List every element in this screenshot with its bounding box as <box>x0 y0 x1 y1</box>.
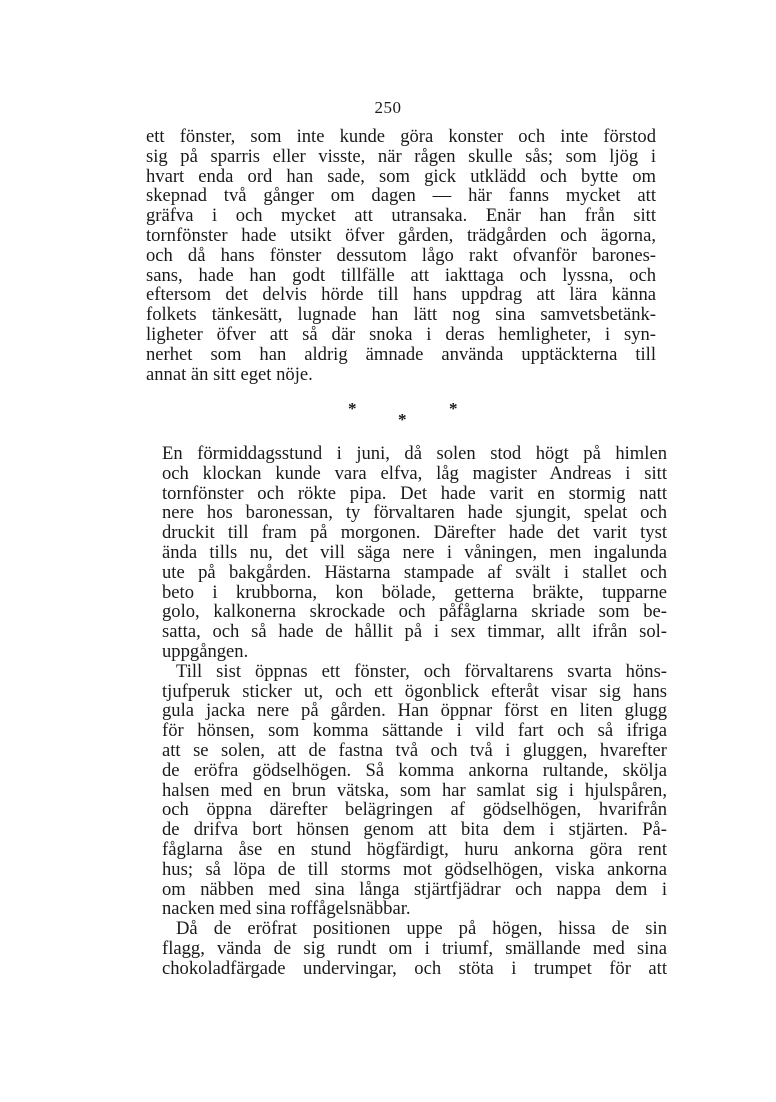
text-line: halsen med en brun vätska, som har samlat sig i hjulspåren, <box>162 779 667 801</box>
text-line: de drifva bort hönsen genom att bita dem i stjärten. På- <box>162 819 667 841</box>
text-line: ända tills nu, det vill säga nere i våningen, men ingalunda <box>162 541 667 563</box>
text-line: ute på bakgården. Hästarna stampade af svält i stallet och <box>162 561 667 583</box>
text-line: nere hos baronessan, ty förvaltaren hade sjungit, spelat och <box>162 502 667 524</box>
text-line: gula jacka nere på gården. Han öppnar först en liten glugg <box>162 700 667 722</box>
text-line: beto i krubborna, kon bölade, getterna bräkte, tupparne <box>162 581 667 603</box>
text-line: nacken med sina roffågelsnäbbar. <box>162 898 411 920</box>
text-line: eftersom det delvis hörde till hans uppdrag att lära känna <box>146 284 656 306</box>
text-line: folkets tänkesätt, lugnade han lätt nog sina samvetsbetänk- <box>146 304 656 326</box>
asterisk-ornament: * <box>348 399 357 418</box>
section-break-ornament <box>0 398 776 428</box>
page-number: 250 <box>374 98 402 117</box>
text-line: och då hans fönster dessutom lågo rakt ofvanför barones- <box>146 244 656 266</box>
asterisk-ornament: * <box>398 410 407 429</box>
paragraph-continued <box>146 127 656 384</box>
asterisk-ornament: * <box>449 399 458 418</box>
text-line: satta, och så hade de hållit på i sex timmar, allt ifrån sol- <box>162 621 667 643</box>
text-line: hus; så löpa de till storms mot gödselhögen, viska ankorna <box>162 858 667 880</box>
text-line: uppgången. <box>162 640 249 662</box>
section-body <box>162 444 667 979</box>
text-line: och öppna därefter belägringen af gödselhögen, hvarifrån <box>162 799 667 821</box>
text-line: att se solen, att de fastna två och två i gluggen, hvarefter <box>162 739 667 761</box>
text-line: sans, hade han godt tillfälle att iakttaga och lyssna, och <box>146 264 656 286</box>
text-line: fåglarna åse en stund högfärdigt, huru ankorna göra rent <box>162 838 667 860</box>
text-line: de eröfra gödselhögen. Så komma ankorna rultande, skölja <box>162 759 667 781</box>
text-line: om näbben med sina långa stjärtfjädrar och nappa dem i <box>162 878 667 900</box>
text-line: annat än sitt eget nöje. <box>146 363 313 385</box>
text-line: skepnad två gånger om dagen — här fanns mycket att <box>146 185 656 207</box>
text-line: ligheter öfver att så där snoka i deras hemligheter, i syn- <box>146 323 656 345</box>
text-line: Då de eröfrat positionen uppe på högen, hissa de sin <box>176 918 667 940</box>
text-line: hvart enda ord han sade, som gick utklädd och bytte om <box>146 165 656 187</box>
text-line: En förmiddagsstund i juni, då solen stod högt på himlen <box>162 443 667 464</box>
text-line: ett fönster, som inte kunde göra konster och inte förstod <box>146 126 656 147</box>
text-line: Till sist öppnas ett fönster, och förvaltarens svarta höns- <box>176 660 667 682</box>
text-line: druckit till fram på morgonen. Därefter hade det varit tyst <box>162 522 667 544</box>
text-line: chokoladfärgade undervingar, och stöta i trumpet för att <box>162 957 667 979</box>
text-line: flagg, vända de sig rundt om i triumf, smällande med sina <box>162 937 667 959</box>
text-line: gräfva i och mycket att utransaka. Enär han från sitt <box>146 205 656 227</box>
text-line: tornfönster hade utsikt öfver gården, trädgården och ägorna, <box>146 224 656 246</box>
text-line: nerhet som han aldrig ämnade använda upptäckterna till <box>146 343 656 365</box>
text-line: och klockan kunde vara elfva, låg magister Andreas i sitt <box>162 462 667 484</box>
text-line: tjufperuk sticker ut, och ett ögonblick efteråt visar sig hans <box>162 680 667 702</box>
text-line: för hönsen, som komma sättande i vild fart och så ifriga <box>162 720 667 742</box>
text-line: tornfönster och rökte pipa. Det hade varit en stormig natt <box>162 482 667 504</box>
text-line: golo, kalkonerna skrockade och påfåglarna skriade som be- <box>162 601 667 623</box>
text-line: sig på sparris eller visste, när rågen skulle sås; som ljög i <box>146 145 656 167</box>
